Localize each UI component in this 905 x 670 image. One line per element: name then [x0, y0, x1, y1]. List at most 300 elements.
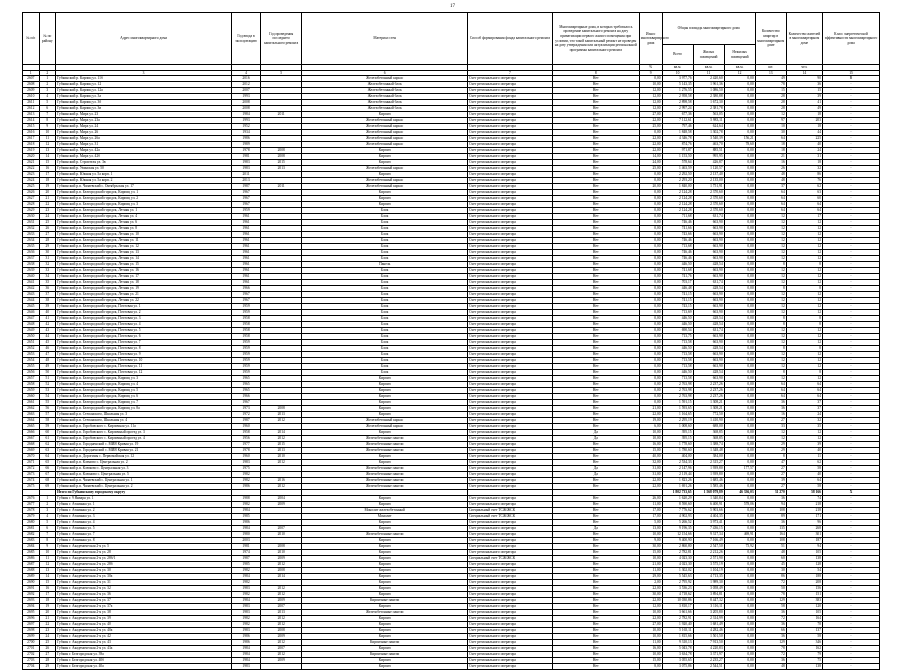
- subtotal-cell: 46 336,03: [724, 490, 755, 496]
- table-cell: 2607: [23, 76, 40, 82]
- table-cell: 47: [39, 352, 56, 358]
- table-cell: Железобетонные панели: [302, 448, 468, 454]
- table-cell: 2678: [23, 508, 40, 514]
- table-cell: Губкинский р. Южная ул. 5а корп. 1: [56, 172, 232, 178]
- table-cell: 1961: [232, 220, 261, 226]
- table-cell: Нет: [552, 616, 639, 622]
- table-cell: Губкинский р.п. Белгородской городок, Летняя ул. 8: [56, 226, 232, 232]
- table-cell: 12: [755, 226, 786, 232]
- table-cell: Кирпич: [302, 148, 468, 154]
- table-cell: Специальный счет ТСЖ/ЖСК: [467, 514, 552, 520]
- table-cell: 8: [755, 454, 786, 460]
- table-cell: 1989: [232, 142, 261, 148]
- table-cell: 33: [39, 268, 56, 274]
- table-cell: 12: [786, 292, 822, 298]
- table-cell: 2007: [232, 88, 261, 94]
- table-cell: 2620: [23, 154, 40, 160]
- table-cell: 663,90: [693, 292, 724, 298]
- table-cell: 25,00: [639, 166, 662, 172]
- table-cell: 1 823,26: [662, 478, 693, 484]
- table-cell: Нет: [552, 292, 639, 298]
- table-cell: Губкинский р.п. Белгородской городок, Кирпиц ул. 8а: [56, 406, 232, 412]
- table-cell: Губкинский р. Карпиц ул. 12: [56, 82, 232, 88]
- table-cell: Губкин г. Атаманка ул. 5: [56, 526, 232, 532]
- table-cell: 48: [755, 172, 786, 178]
- table-cell: -: [822, 334, 879, 340]
- table-cell: 1 086,50: [693, 88, 724, 94]
- table-cell: 28: [39, 658, 56, 664]
- table-cell: Нет: [552, 580, 639, 586]
- table-cell: Нет: [552, 556, 639, 562]
- table-cell: 3 058,49: [693, 586, 724, 592]
- table-cell: 37: [786, 406, 822, 412]
- table-cell: -: [822, 394, 879, 400]
- table-cell: 2656: [23, 370, 40, 376]
- header-area-res: Жилых помещений: [693, 45, 724, 65]
- table-cell: Губкин г. Атаманка ул. 3: [56, 514, 232, 520]
- table-cell: 0,00: [724, 208, 755, 214]
- table-cell: 7 913,50: [693, 640, 724, 646]
- table-cell: Губкинский р. Мира ул. 26а: [56, 136, 232, 142]
- table-cell: 5 165,11: [662, 628, 693, 634]
- table-cell: 32,00: [639, 460, 662, 466]
- table-cell: Губкинский р.п. Белгородской городок, Летняя ул. 12: [56, 244, 232, 250]
- table-cell: Блок: [302, 274, 468, 280]
- table-cell: 0,00: [639, 316, 662, 322]
- table-cell: 129: [755, 598, 786, 604]
- table-cell: -: [822, 352, 879, 358]
- table-cell: 78: [755, 646, 786, 652]
- table-cell: 0,00: [724, 358, 755, 364]
- table-cell: 746,46: [662, 250, 693, 256]
- table-cell: 0,00: [639, 358, 662, 364]
- table-cell: 0,00: [639, 298, 662, 304]
- table-cell: 2679: [23, 514, 40, 520]
- table-cell: 1 348,48: [693, 448, 724, 454]
- table-cell: 19: [39, 604, 56, 610]
- table-cell: 164: [755, 532, 786, 538]
- table-cell: 48: [755, 178, 786, 184]
- table-cell: 0,00: [639, 202, 662, 208]
- table-cell: Губкин г. Атаманка ул. 4: [56, 520, 232, 526]
- table-cell: 10,00: [639, 634, 662, 640]
- table-cell: Железобетонный каркас: [302, 76, 468, 82]
- table-cell: Блок: [302, 322, 468, 328]
- table-cell: 23: [39, 628, 56, 634]
- table-cell: 2685: [23, 550, 40, 556]
- table-cell: Счет регионального оператора: [467, 436, 552, 442]
- table-cell: 31: [39, 256, 56, 262]
- table-cell: 2015: [261, 160, 302, 166]
- table-cell: 0,00: [724, 82, 755, 88]
- table-cell: 0,00: [724, 418, 755, 424]
- table-cell: -: [822, 286, 879, 292]
- table-cell: Губкинский р.п. Белгородской городок, Летняя ул. 16: [56, 268, 232, 274]
- table-cell: Нет: [552, 460, 639, 466]
- table-cell: Нет: [552, 220, 639, 226]
- table-cell: 1 388,74: [693, 442, 724, 448]
- table-cell: 1 620,29: [662, 496, 693, 502]
- table-cell: 22,00: [639, 118, 662, 124]
- table-cell: 108: [755, 538, 786, 544]
- table-cell: Счет регионального оператора: [467, 412, 552, 418]
- table-cell: 0,00: [724, 130, 755, 136]
- table-cell: -: [822, 244, 879, 250]
- table-cell: Блок: [302, 304, 468, 310]
- table-cell: Счет регионального оператора: [467, 364, 552, 370]
- table-cell: 1966: [232, 286, 261, 292]
- table-cell: 12: [786, 328, 822, 334]
- table-cell: 663,90: [693, 274, 724, 280]
- table-cell: Нет: [552, 334, 639, 340]
- table-cell: 0,00: [639, 274, 662, 280]
- table-cell: 2676: [23, 496, 40, 502]
- table-cell: 12: [786, 250, 822, 256]
- table-cell: -: [822, 262, 879, 268]
- table-cell: 446,50: [662, 346, 693, 352]
- table-cell: Счет регионального оператора: [467, 124, 552, 130]
- table-cell: 0,00: [724, 646, 755, 652]
- table-cell: Губкинский р.п. Белгородской городок, Почтовая ул. 9: [56, 352, 232, 358]
- table-cell: -: [822, 466, 879, 472]
- table-cell: Счет регионального оператора: [467, 382, 552, 388]
- column-index-cell: 6: [302, 70, 468, 76]
- table-cell: Нет: [552, 310, 639, 316]
- table-cell: 2012: [261, 622, 302, 628]
- table-cell: 2012: [261, 586, 302, 592]
- table-cell: 0,00: [724, 298, 755, 304]
- table-cell: -: [822, 460, 879, 466]
- table-cell: Блок: [302, 352, 468, 358]
- table-cell: -: [822, 562, 879, 568]
- table-cell: -: [822, 304, 879, 310]
- table-cell: 5 903,66: [693, 508, 724, 514]
- table-cell: 28: [755, 106, 786, 112]
- table-cell: 2682: [23, 532, 40, 538]
- table-cell: 2 135,00: [693, 178, 724, 184]
- table-cell: -: [822, 436, 879, 442]
- table-cell: 60: [755, 556, 786, 562]
- table-cell: Губкинский р.п. Белгородской городок, Летняя ул. 6: [56, 220, 232, 226]
- table-cell: 8: [755, 346, 786, 352]
- table-cell: 1967: [232, 190, 261, 196]
- table-cell: 1959: [232, 370, 261, 376]
- table-cell: Губкинский р.п. Белгородской городок, Кирпиц ул. 2: [56, 196, 232, 202]
- table-cell: 90: [786, 76, 822, 82]
- table-cell: 2009: [261, 502, 302, 508]
- table-cell: 0,00: [639, 190, 662, 196]
- table-cell: Кирпич: [302, 586, 468, 592]
- table-cell: 428,54: [693, 346, 724, 352]
- table-cell: Нет: [552, 82, 639, 88]
- table-cell: Блок: [302, 340, 468, 346]
- table-cell: 746,46: [662, 256, 693, 262]
- table-cell: 12: [786, 436, 822, 442]
- table-cell: 2702: [23, 652, 40, 658]
- table-cell: 1984: [232, 574, 261, 580]
- table-cell: Счет регионального оператора: [467, 664, 552, 670]
- table-cell: Губкин г. Академическая 2-я ул. 40а: [56, 628, 232, 634]
- table-cell: 68: [39, 478, 56, 484]
- table-cell: Счет регионального оператора: [467, 538, 552, 544]
- table-cell: 1973: [232, 406, 261, 412]
- table-cell: -: [822, 196, 879, 202]
- table-cell: Железобетонный каркас: [302, 118, 468, 124]
- table-cell: 2 212,26: [693, 550, 724, 556]
- table-cell: 0,00: [639, 304, 662, 310]
- table-cell: 3 205,80: [693, 610, 724, 616]
- table-cell: 0,00: [724, 604, 755, 610]
- table-cell: 64: [39, 454, 56, 460]
- table-cell: Счет регионального оператора: [467, 454, 552, 460]
- table-cell: 797,46: [662, 124, 693, 130]
- table-cell: 2637: [23, 256, 40, 262]
- table-cell: 13: [39, 568, 56, 574]
- table-cell: 1 463,59: [662, 166, 693, 172]
- table-cell: 2630: [23, 214, 40, 220]
- table-cell: 24,00: [639, 160, 662, 166]
- table-cell: 51: [39, 376, 56, 382]
- table-cell: 0,00: [724, 496, 755, 502]
- table-cell: Счет регионального оператора: [467, 616, 552, 622]
- table-cell: 2703: [23, 658, 40, 664]
- table-cell: Нет: [552, 412, 639, 418]
- table-cell: 0,00: [639, 214, 662, 220]
- table-cell: 39: [39, 304, 56, 310]
- table-cell: 2011: [261, 112, 302, 118]
- table-cell: Счет регионального оператора: [467, 184, 552, 190]
- table-cell: 3 977,76: [662, 76, 693, 82]
- table-cell: 26,00: [639, 496, 662, 502]
- table-cell: 18: [755, 142, 786, 148]
- table-cell: 18: [39, 598, 56, 604]
- table-cell: 27: [755, 418, 786, 424]
- table-cell: -: [822, 520, 879, 526]
- table-cell: -: [822, 514, 879, 520]
- table-cell: 62: [786, 460, 822, 466]
- table-cell: 1 120,57: [693, 166, 724, 172]
- table-cell: 12: [786, 226, 822, 232]
- table-cell: 105: [786, 550, 822, 556]
- table-cell: 17,00: [639, 514, 662, 520]
- table-cell: 1967: [232, 202, 261, 208]
- table-cell: Нет: [552, 166, 639, 172]
- table-cell: 63: [786, 190, 822, 196]
- table-cell: 12: [786, 304, 822, 310]
- table-cell: 5: [39, 100, 56, 106]
- table-cell: Монолит: [302, 514, 468, 520]
- table-cell: 2 137,40: [693, 172, 724, 178]
- table-cell: 35: [39, 280, 56, 286]
- table-cell: Железобетонные панели: [302, 610, 468, 616]
- table-cell: 0,00: [639, 172, 662, 178]
- table-cell: -: [822, 148, 879, 154]
- table-cell: Губкин г. Атаманка ул. 2: [56, 508, 232, 514]
- table-cell: -: [822, 346, 879, 352]
- table-cell: 69: [39, 484, 56, 490]
- table-cell: -: [822, 550, 879, 556]
- table-cell: Нет: [552, 202, 639, 208]
- table-cell: 1959: [232, 310, 261, 316]
- table-cell: 663,90: [693, 244, 724, 250]
- table-cell: 12: [755, 292, 786, 298]
- table-cell: Железобетонный каркас: [302, 142, 468, 148]
- table-cell: Нет: [552, 298, 639, 304]
- table-cell: 1978: [232, 148, 261, 154]
- table-cell: 0,00: [639, 352, 662, 358]
- table-cell: 0,00: [724, 526, 755, 532]
- table-cell: Нет: [552, 106, 639, 112]
- table-cell: 2008: [261, 406, 302, 412]
- column-index-cell: 4: [232, 70, 261, 76]
- table-cell: 2704: [23, 664, 40, 670]
- table-row: [23, 664, 880, 670]
- table-cell: Губкинский р.п. Белгородской городок, Кирпиц ул. 3: [56, 202, 232, 208]
- table-cell: 8: [755, 322, 786, 328]
- table-cell: 1 164,65: [662, 412, 693, 418]
- table-cell: 60: [786, 196, 822, 202]
- table-cell: 2012: [261, 592, 302, 598]
- table-cell: 44: [786, 130, 822, 136]
- table-cell: 5: [39, 520, 56, 526]
- table-cell: Нет: [552, 544, 639, 550]
- column-index-cell: 5: [261, 70, 302, 76]
- table-cell: 2641: [23, 280, 40, 286]
- table-cell: 741,68: [662, 268, 693, 274]
- table-cell: 18: [786, 124, 822, 130]
- table-cell: 12: [786, 364, 822, 370]
- table-cell: 2013: [261, 448, 302, 454]
- table-cell: Нет: [552, 274, 639, 280]
- table-cell: -: [822, 592, 879, 598]
- houses-table: [22, 12, 880, 670]
- table-cell: 25,00: [639, 124, 662, 130]
- table-body: [23, 76, 880, 670]
- table-cell: 1 410,90: [693, 418, 724, 424]
- table-cell: 2013: [261, 412, 302, 418]
- table-cell: 688,00: [693, 424, 724, 430]
- table-cell: 2615: [23, 124, 40, 130]
- table-cell: 20,00: [639, 184, 662, 190]
- table-cell: 12: [786, 430, 822, 436]
- table-cell: 1959: [232, 364, 261, 370]
- table-cell: 713,58: [662, 364, 693, 370]
- table-cell: Счет регионального оператора: [467, 160, 552, 166]
- table-cell: Да: [552, 466, 639, 472]
- table-cell: 1 840,00: [662, 184, 693, 190]
- table-cell: 0,00: [724, 628, 755, 634]
- table-cell: Счет регионального оператора: [467, 118, 552, 124]
- table-cell: Счет регионального оператора: [467, 598, 552, 604]
- table-cell: 29: [39, 244, 56, 250]
- table-cell: -: [822, 232, 879, 238]
- table-cell: 36: [755, 622, 786, 628]
- table-cell: 7: [39, 112, 56, 118]
- table-cell: 2013: [232, 178, 261, 184]
- table-cell: 1958: [232, 328, 261, 334]
- table-cell: 2 147,96: [662, 466, 693, 472]
- table-cell: -: [822, 604, 879, 610]
- table-cell: 12: [755, 352, 786, 358]
- table-cell: 2664: [23, 418, 40, 424]
- table-cell: Счет регионального оператора: [467, 502, 552, 508]
- table-cell: 0,00: [724, 310, 755, 316]
- table-cell: 12,00: [639, 604, 662, 610]
- table-cell: 16: [39, 166, 56, 172]
- table-cell: 2645: [23, 304, 40, 310]
- table-cell: Кирпич: [302, 580, 468, 586]
- table-cell: Губкинский р.п. Белгородской городок, Летняя ул. 15: [56, 262, 232, 268]
- table-cell: -: [822, 400, 879, 406]
- table-cell: 404,00: [662, 454, 693, 460]
- table-cell: 2668: [23, 442, 40, 448]
- table-cell: Губкинский р.п. Кленово с. Центральная ул. 2: [56, 460, 232, 466]
- table-cell: 30,00: [639, 592, 662, 598]
- header-fund: Способ формирования фонда капитального ремонта: [467, 13, 552, 65]
- table-cell: 0,00: [724, 316, 755, 322]
- table-cell: 2 370,60: [693, 190, 724, 196]
- table-cell: Железобетонные панели: [302, 484, 468, 490]
- table-cell: 36: [786, 82, 822, 88]
- table-cell: Кирпич: [302, 190, 468, 196]
- table-cell: 0,00: [724, 88, 755, 94]
- table-cell: 40: [786, 448, 822, 454]
- table-cell: Губкинский р.п. Белгородской городок, Почтовая ул. 7: [56, 340, 232, 346]
- table-cell: 2646: [23, 310, 40, 316]
- table-cell: 0,00: [724, 94, 755, 100]
- table-cell: -: [822, 298, 879, 304]
- table-cell: 40: [786, 472, 822, 478]
- table-cell: 741,15: [662, 292, 693, 298]
- column-index-cell: 7: [467, 70, 552, 76]
- table-cell: Губкинский р.п. Белгородской городок, Кирпиц ул. 1: [56, 190, 232, 196]
- table-cell: 56: [39, 406, 56, 412]
- table-cell: 1983: [232, 664, 261, 670]
- header-num: № п/п: [23, 13, 40, 65]
- table-cell: 3: [39, 508, 56, 514]
- table-cell: 2 235,27: [693, 658, 724, 664]
- table-cell: 64: [786, 208, 822, 214]
- table-cell: 19: [39, 184, 56, 190]
- table-cell: 0,00: [724, 556, 755, 562]
- table-cell: 17: [39, 172, 56, 178]
- table-cell: 36: [755, 496, 786, 502]
- table-cell: 1 778,60: [662, 442, 693, 448]
- table-cell: -: [822, 208, 879, 214]
- table-cell: 58: [786, 466, 822, 472]
- table-cell: Блок: [302, 208, 468, 214]
- table-cell: 1982: [232, 622, 261, 628]
- table-cell: 4: [39, 94, 56, 100]
- table-cell: 0,00: [724, 550, 755, 556]
- table-cell: Кирпич: [302, 172, 468, 178]
- table-cell: 2 237,26: [693, 382, 724, 388]
- table-cell: Нет: [552, 592, 639, 598]
- table-cell: 578,64: [662, 160, 693, 166]
- table-cell: 54: [786, 568, 822, 574]
- table-cell: 6,00: [639, 424, 662, 430]
- table-cell: 663,90: [693, 298, 724, 304]
- table-cell: 2009: [261, 634, 302, 640]
- table-cell: 8 590,60: [662, 502, 693, 508]
- table-cell: 2009: [261, 658, 302, 664]
- table-cell: 12: [786, 244, 822, 250]
- table-cell: 1986: [232, 640, 261, 646]
- table-cell: Губкин г. Академическая 2-я ул. 31: [56, 580, 232, 586]
- table-cell: -: [822, 214, 879, 220]
- table-cell: 2634: [23, 238, 40, 244]
- table-cell: 10,00: [639, 628, 662, 634]
